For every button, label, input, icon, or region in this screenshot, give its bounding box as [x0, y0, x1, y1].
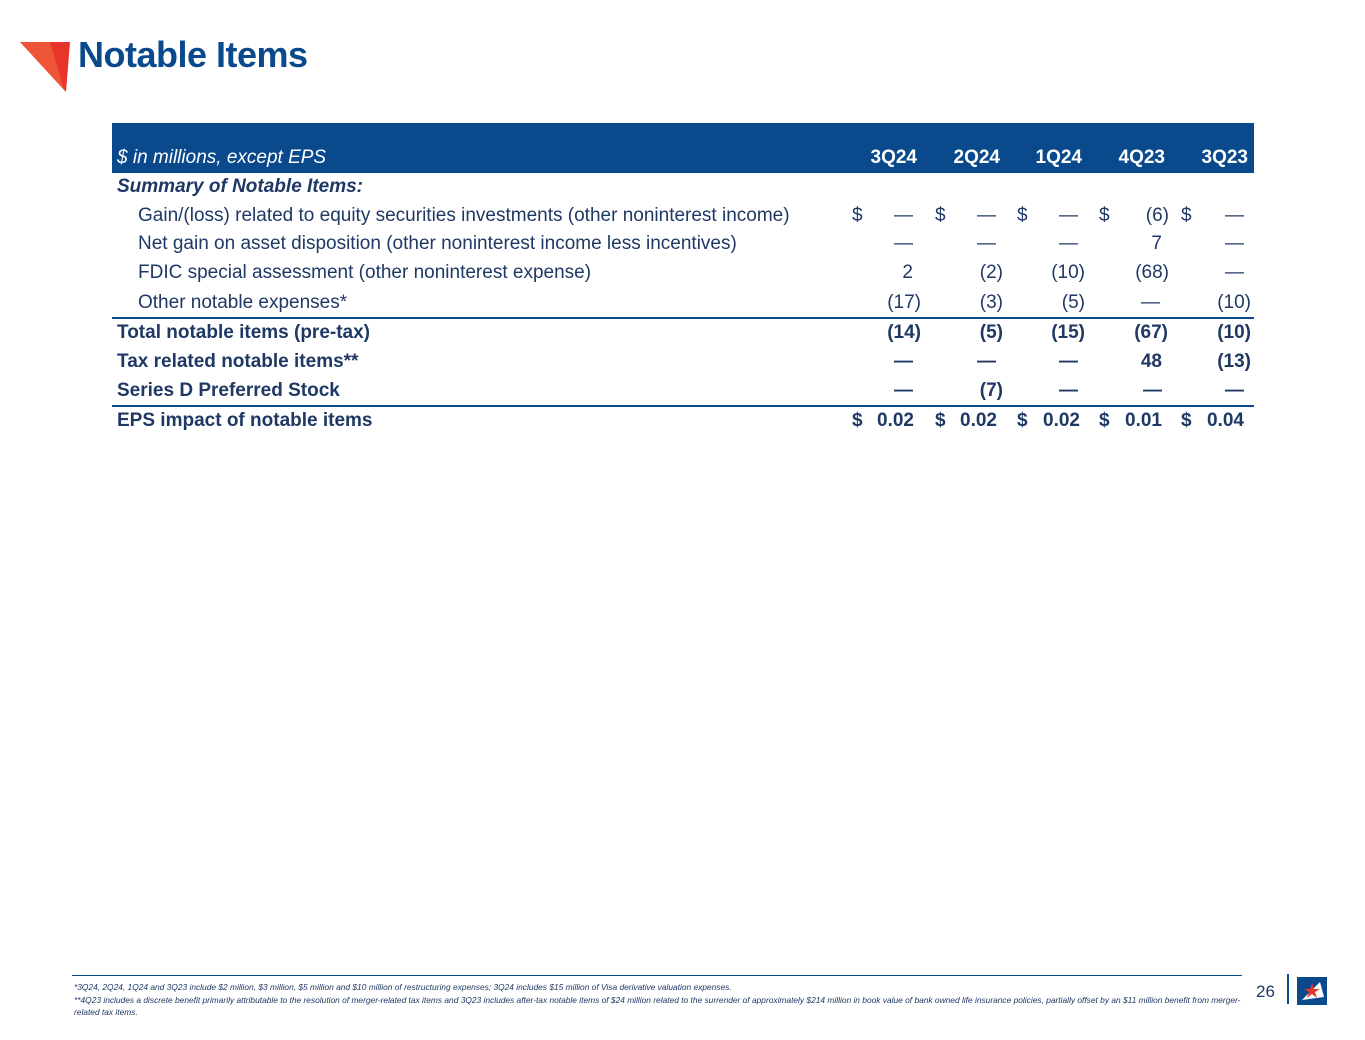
cell-3q23: 0.04	[1207, 410, 1244, 432]
table-row	[112, 202, 1254, 231]
column-header-4q23: 4Q23	[1118, 147, 1165, 168]
section-label: Summary of Notable Items:	[117, 176, 363, 197]
row-label: Series D Preferred Stock	[117, 379, 340, 401]
cell-3q23: —	[1225, 233, 1244, 255]
footnotes	[74, 981, 1244, 1019]
column-header-1q24: 1Q24	[1035, 147, 1082, 168]
cell-3q24: (14)	[887, 322, 921, 344]
table-row	[112, 259, 1254, 288]
notable-items-table	[112, 123, 1254, 436]
column-header-3q24: 3Q24	[870, 147, 917, 168]
cell-2q24: 0.02	[960, 410, 997, 432]
row-label: Gain/(loss) related to equity securities investments (other noninterest income)	[138, 204, 790, 226]
currency-symbol: $	[852, 410, 863, 432]
cell-2q24: —	[977, 350, 996, 372]
cell-3q23: —	[1225, 204, 1244, 226]
row-label: Tax related notable items**	[117, 350, 359, 372]
row-label: Total notable items (pre-tax)	[117, 322, 371, 344]
cell-3q23: (10)	[1217, 292, 1251, 314]
cell-3q24: (17)	[887, 292, 921, 314]
cell-4q23: 0.01	[1125, 410, 1162, 432]
cell-3q23: (10)	[1217, 322, 1251, 344]
cell-1q24: —	[1059, 233, 1078, 255]
currency-symbol: $	[1099, 204, 1110, 226]
header-label: $ in millions, except EPS	[117, 147, 327, 168]
cell-1q24: —	[1059, 379, 1078, 401]
cell-3q24: 2	[902, 261, 913, 283]
currency-symbol: $	[1017, 410, 1028, 432]
brand-logo-icon	[20, 40, 72, 94]
cell-3q24: —	[894, 204, 913, 226]
row-label: Other notable expenses*	[138, 292, 348, 314]
cell-1q24: (15)	[1051, 322, 1085, 344]
cell-3q24: —	[894, 379, 913, 401]
cell-2q24: (2)	[979, 261, 1003, 283]
page-title: Notable Items	[78, 34, 308, 75]
column-header-3q23: 3Q23	[1201, 147, 1248, 168]
currency-symbol: $	[1181, 410, 1192, 432]
cell-2q24: (7)	[979, 379, 1003, 401]
cell-2q24: —	[977, 233, 996, 255]
cell-4q23: 48	[1140, 350, 1162, 372]
column-header-2q24: 2Q24	[953, 147, 1000, 168]
cell-2q24: —	[977, 204, 996, 226]
footnote-1: *3Q24, 2Q24, 1Q24 and 3Q23 include $2 million, $3 million, $5 million and $10 million of restructuring expenses; 3Q24 includes $15 million of Visa derivative valuation expenses.	[74, 982, 732, 992]
currency-symbol: $	[1017, 204, 1028, 226]
row-label: FDIC special assessment (other noninterest expense)	[138, 261, 592, 283]
currency-symbol: $	[1181, 204, 1192, 226]
cell-1q24: —	[1059, 204, 1078, 226]
currency-symbol: $	[1099, 410, 1110, 432]
cell-3q24: —	[894, 350, 913, 372]
table-row	[112, 230, 1254, 259]
cell-4q23: (67)	[1134, 322, 1168, 344]
cell-3q24: —	[894, 233, 913, 255]
cell-2q24: (5)	[979, 322, 1003, 344]
table-row	[112, 348, 1254, 377]
cell-4q23: (6)	[1145, 204, 1169, 226]
table-header	[112, 123, 1254, 173]
cell-4q23: 7	[1151, 233, 1162, 255]
cell-4q23: (68)	[1135, 261, 1169, 283]
table-row	[112, 377, 1254, 406]
cell-1q24: —	[1059, 350, 1078, 372]
currency-symbol: $	[852, 204, 863, 226]
cell-3q23: —	[1225, 261, 1244, 283]
footnote-divider	[72, 975, 1242, 976]
cell-4q23: —	[1143, 379, 1162, 401]
cell-3q24: 0.02	[877, 410, 914, 432]
table-row-total	[112, 317, 1254, 348]
page-number: 26	[1256, 982, 1275, 1001]
footnote-2: **4Q23 includes a discrete benefit primarily attributable to the resolution of merger-related tax items and 3Q23 includes after-tax notable items of $24 million related to the surrender of approximately $214 million in book value of bank owned life insurance policies, partially offset by an $11 million benefit from merger-related tax items.	[74, 994, 1241, 1017]
cell-1q24: (5)	[1061, 292, 1085, 314]
section-row	[112, 173, 1254, 202]
cell-2q24: (3)	[979, 292, 1003, 314]
cell-3q23: —	[1225, 379, 1244, 401]
row-label: EPS impact of notable items	[117, 410, 373, 432]
page-divider	[1287, 974, 1289, 1004]
row-label: Net gain on asset disposition (other noninterest income less incentives)	[138, 233, 737, 255]
cell-1q24: 0.02	[1043, 410, 1080, 432]
currency-symbol: $	[935, 410, 946, 432]
cell-1q24: (10)	[1051, 261, 1085, 283]
flag-star-logo-icon	[1297, 977, 1327, 1005]
table-row-eps	[112, 405, 1254, 436]
table-row	[112, 287, 1254, 317]
cell-4q23: —	[1141, 292, 1160, 314]
cell-3q23: (13)	[1217, 350, 1251, 372]
currency-symbol: $	[935, 204, 946, 226]
